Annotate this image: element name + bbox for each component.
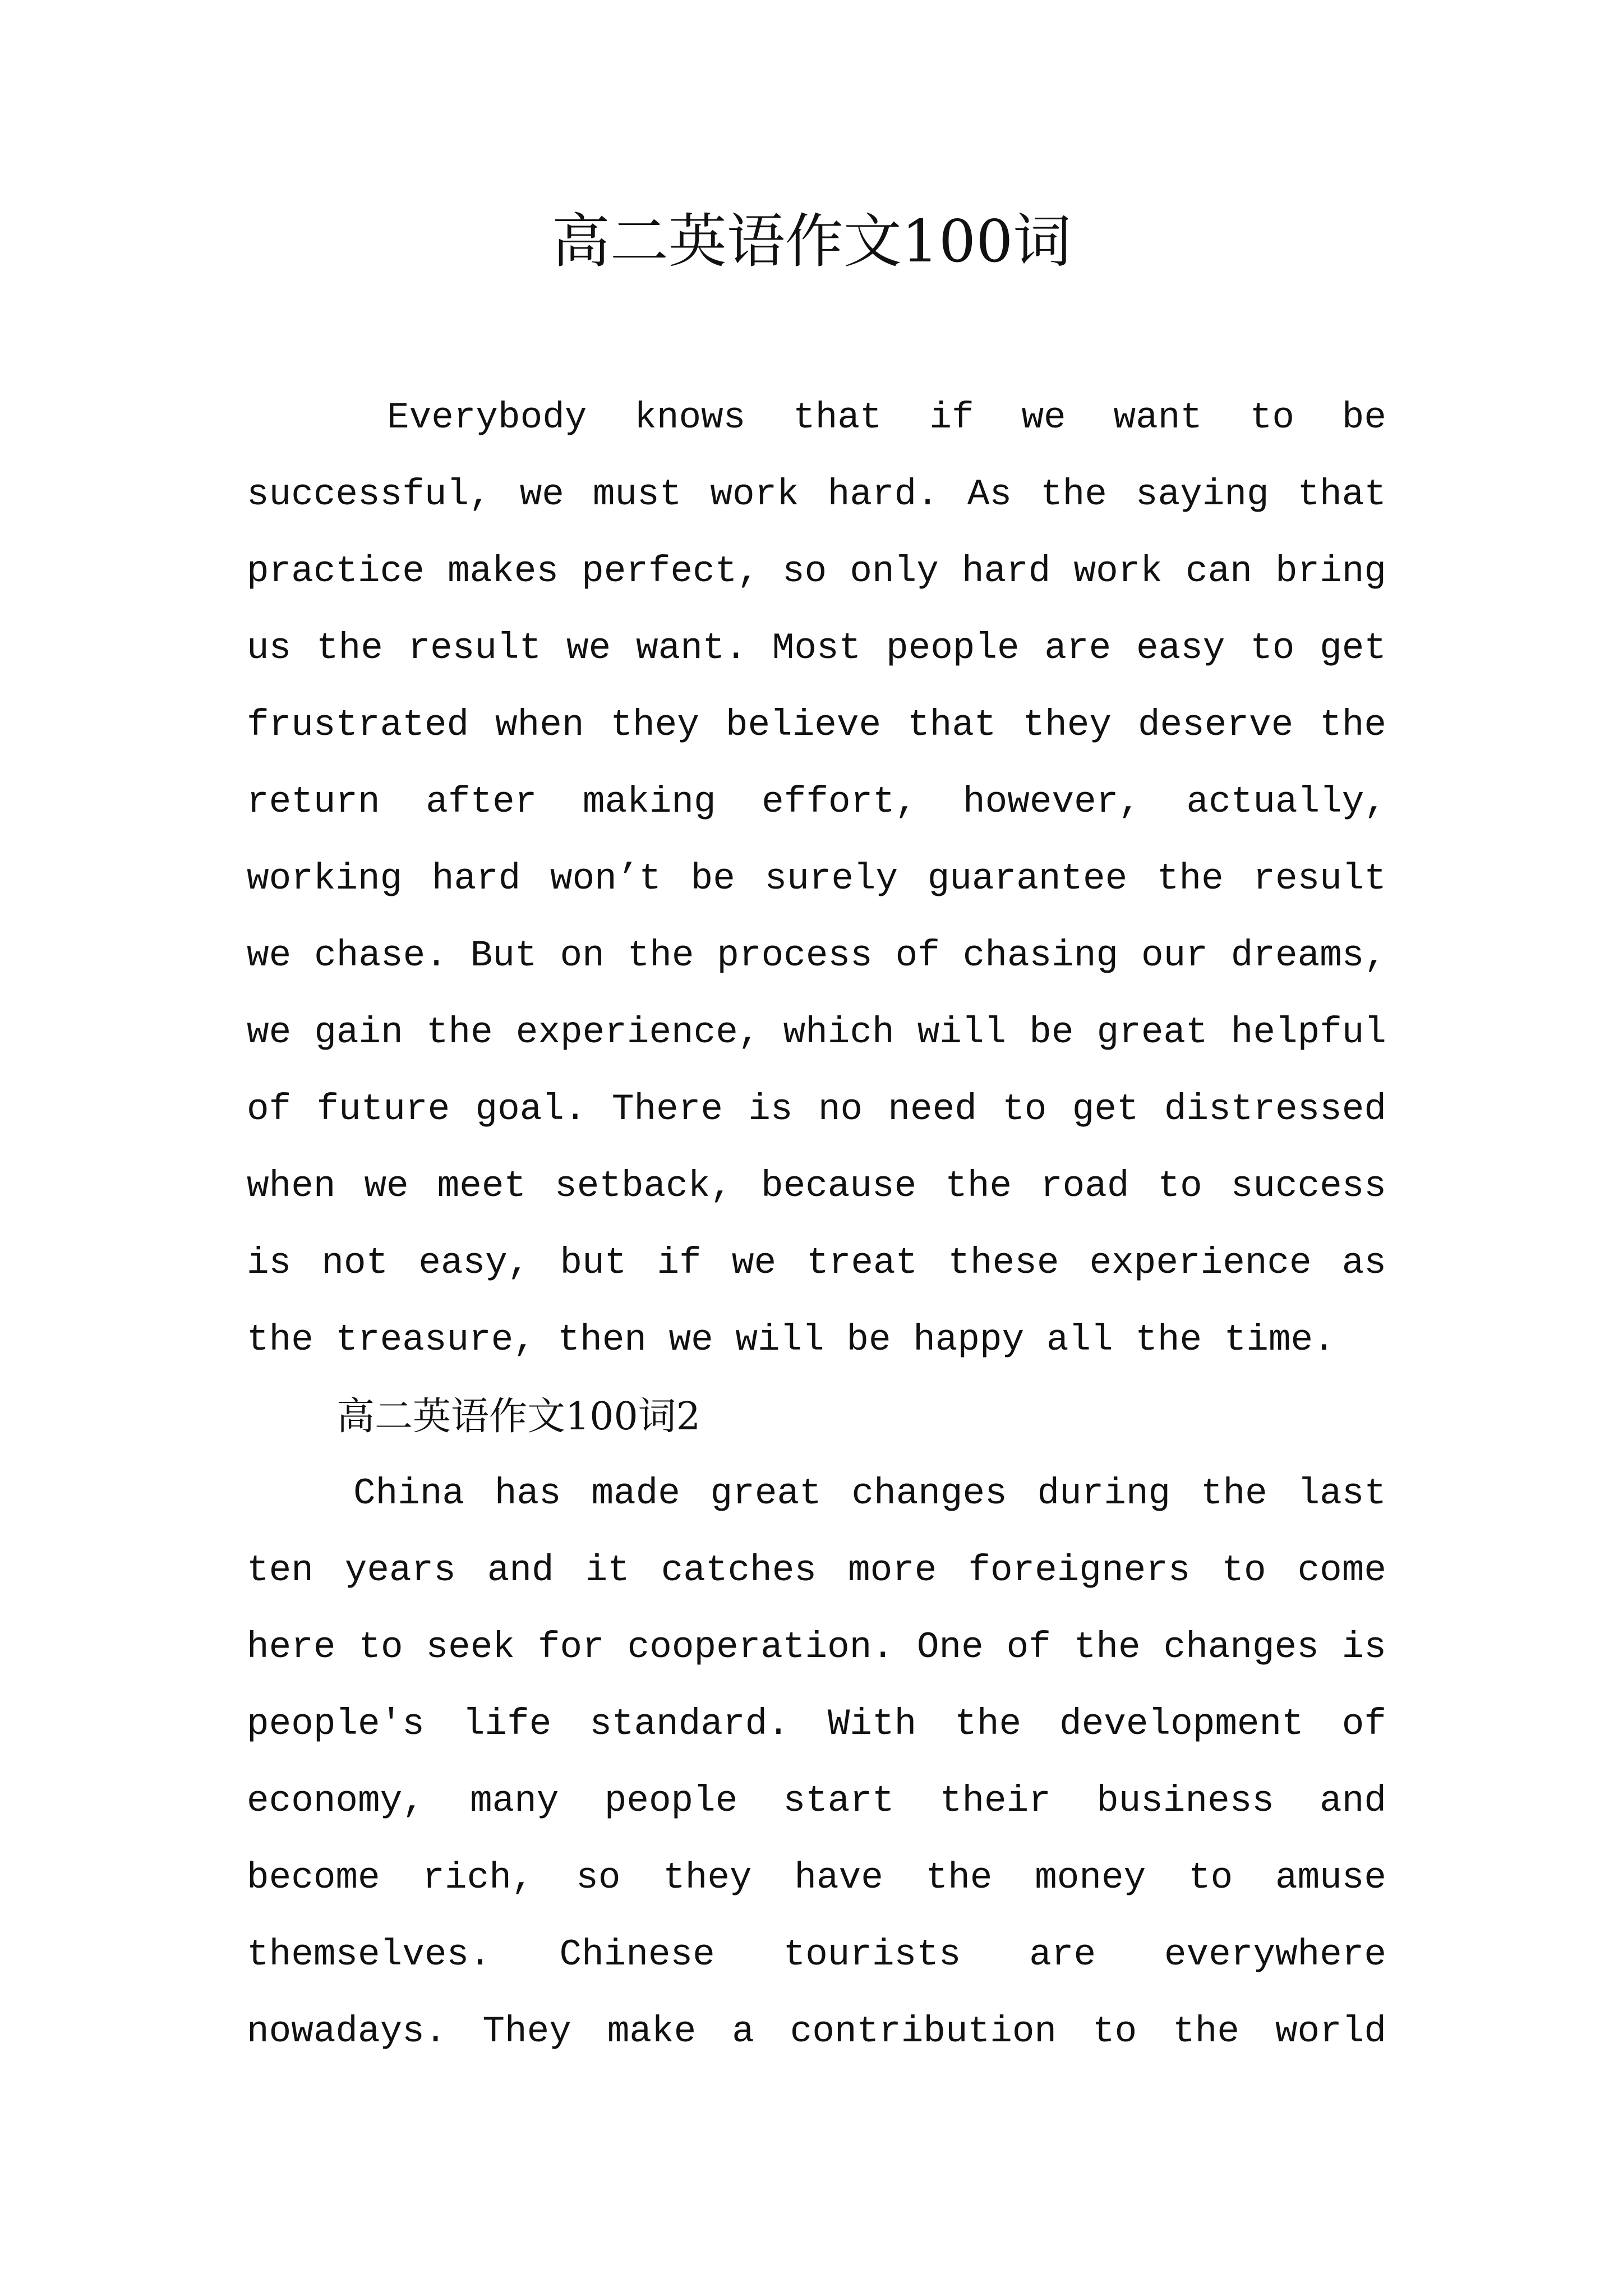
document-title: 高二英语作文100词	[551, 207, 1072, 275]
document-body	[247, 379, 1386, 2070]
essay-2-line: nowadays. They make a contribution to the world	[247, 2010, 1386, 2053]
essay-1-line: Everybody knows that if we want to be	[387, 397, 1386, 439]
essay-2	[247, 1455, 1386, 2070]
essay-2-line: become rich, so they have the money to amuse	[247, 1857, 1386, 1899]
essay-1-line: we gain the experience, which will be great helpful	[247, 1011, 1386, 1053]
essay-1-line: practice makes perfect, so only hard work can bring	[247, 550, 1386, 592]
essay-1-line: we chase. But on the process of chasing our dreams,	[247, 935, 1386, 977]
essay-1-line: us the result we want. Most people are easy to get	[247, 627, 1386, 669]
essay-2-line: ten years and it catches more foreigners to come	[247, 1549, 1386, 1591]
essay-2-line: here to seek for cooperation. One of the changes is	[247, 1626, 1386, 1668]
essay-1-line: is not easy, but if we treat these experience as	[247, 1242, 1386, 1284]
essay-1	[247, 379, 1386, 1378]
essay-1-line: working hard won’t be surely guarantee the result	[247, 858, 1386, 900]
section-subtitle: 高二英语作文100词2	[336, 1395, 701, 1439]
essay-2-line: people's life standard. With the development of	[247, 1703, 1386, 1745]
essay-1-line: when we meet setback, because the road to success	[247, 1165, 1386, 1207]
essay-2-line: themselves. Chinese tourists are everywhere	[247, 1934, 1386, 1976]
essay-1-line: return after making effort, however, actually,	[247, 781, 1386, 823]
essay-1-line: frustrated when they believe that they deserve the	[247, 704, 1386, 746]
essay-2-line: economy, many people start their business and	[247, 1780, 1386, 1822]
essay-1-line: of future goal. There is no need to get distressed	[247, 1088, 1386, 1130]
essay-2-line: China has made great changes during the last	[353, 1473, 1386, 1515]
essay-1-line-last: the treasure, then we will be happy all the time.	[247, 1319, 1335, 1361]
essay-1-line: successful, we must work hard. As the saying that	[247, 473, 1386, 516]
